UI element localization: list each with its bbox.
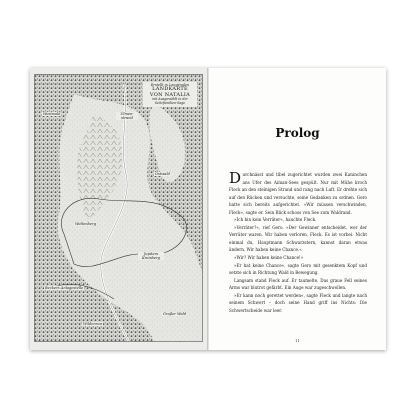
map-label-grosser-wald: Großer Wald bbox=[163, 312, 187, 316]
paragraph: »Er kann noch gerettet werden«, sagte Fleck und langte nach seinem Schwert – doch seine Hand griff ins Nichts: Die Schwertscheide war leer. bbox=[229, 292, 367, 313]
left-page-map bbox=[30, 68, 207, 350]
page-number: 11 bbox=[295, 339, 300, 343]
paragraph: Langsam stand Fleck auf. Er taumelte. Das graue Fell seines Arms war blutrot gefärbt. Ein Auge war zugeschwollen. bbox=[229, 277, 367, 291]
map-title-line2: VON NATALIA bbox=[149, 91, 191, 98]
map-label-ulmenstrand: Ulmen-strand bbox=[116, 112, 138, 120]
body-text bbox=[229, 171, 367, 314]
map-title-line1: LANDKARTE bbox=[152, 86, 188, 92]
map-label-jupiter: Jupiters Kreisberg bbox=[138, 252, 164, 260]
map-label-westwald: Westwald bbox=[43, 112, 61, 116]
paragraph: »Wir? Wir haben keine Chance!« bbox=[234, 255, 304, 261]
map-kicker: Erstellt in Langänglen bbox=[150, 83, 190, 87]
map-label-wildenrun: Wildenrun bbox=[83, 322, 103, 326]
map-label-ostwald: Ostwald bbox=[155, 172, 170, 176]
map-subtitle-line1: mit Ausgewählt in der bbox=[152, 97, 188, 102]
chapter-title: Prolog bbox=[275, 126, 320, 140]
map-title-cartouche bbox=[143, 82, 197, 107]
paragraph: »Er hat keine Chance«, sagte Gero mit gesenktem Kopf und setzte sich in Richtung Wald in Bewegung. bbox=[229, 262, 367, 276]
fantasy-map bbox=[34, 74, 203, 342]
paragraph: Durchnässt und tibel zugerichtet wurden zwei Kaninchen ans Ufer des Aiman-Sees gespült. Nur mit Mühe kroch Fleck an den steinigen Strand und rang nach Luft. Er drehte sich auf den Rücken und versuchte, seine Gedanken zu ordnen. Gero hatte sich bereits aufgerichtet. »Wir müssen verschwinden, Fleck«, sagte er. Sein Blick schoss von See zum Waldrand. bbox=[229, 169, 367, 215]
book-spread bbox=[30, 68, 386, 350]
paragraph: »Verräter?«, rief Gero. »Der Gewinner entscheidet, wer der Verräter waren. Wir haben verloren, Fleck. Es ist vorbei. Nicht einmal du, Hauptmann Schwarzstern, kannst daran etwas ändern. Wir haben keine Chance.« bbox=[229, 224, 367, 253]
paragraph: »Ich bin kein Verräter«, hauchte Fleck. bbox=[234, 217, 317, 223]
drop-cap: D bbox=[229, 169, 242, 187]
map-subtitle-line2: Seitzfamilien-Sage bbox=[154, 100, 186, 105]
right-page-text bbox=[209, 68, 386, 350]
map-label-weltenberg: Weltenberg bbox=[75, 222, 97, 226]
map-label-bucker: Beckers Anlagestelle bbox=[45, 286, 84, 290]
